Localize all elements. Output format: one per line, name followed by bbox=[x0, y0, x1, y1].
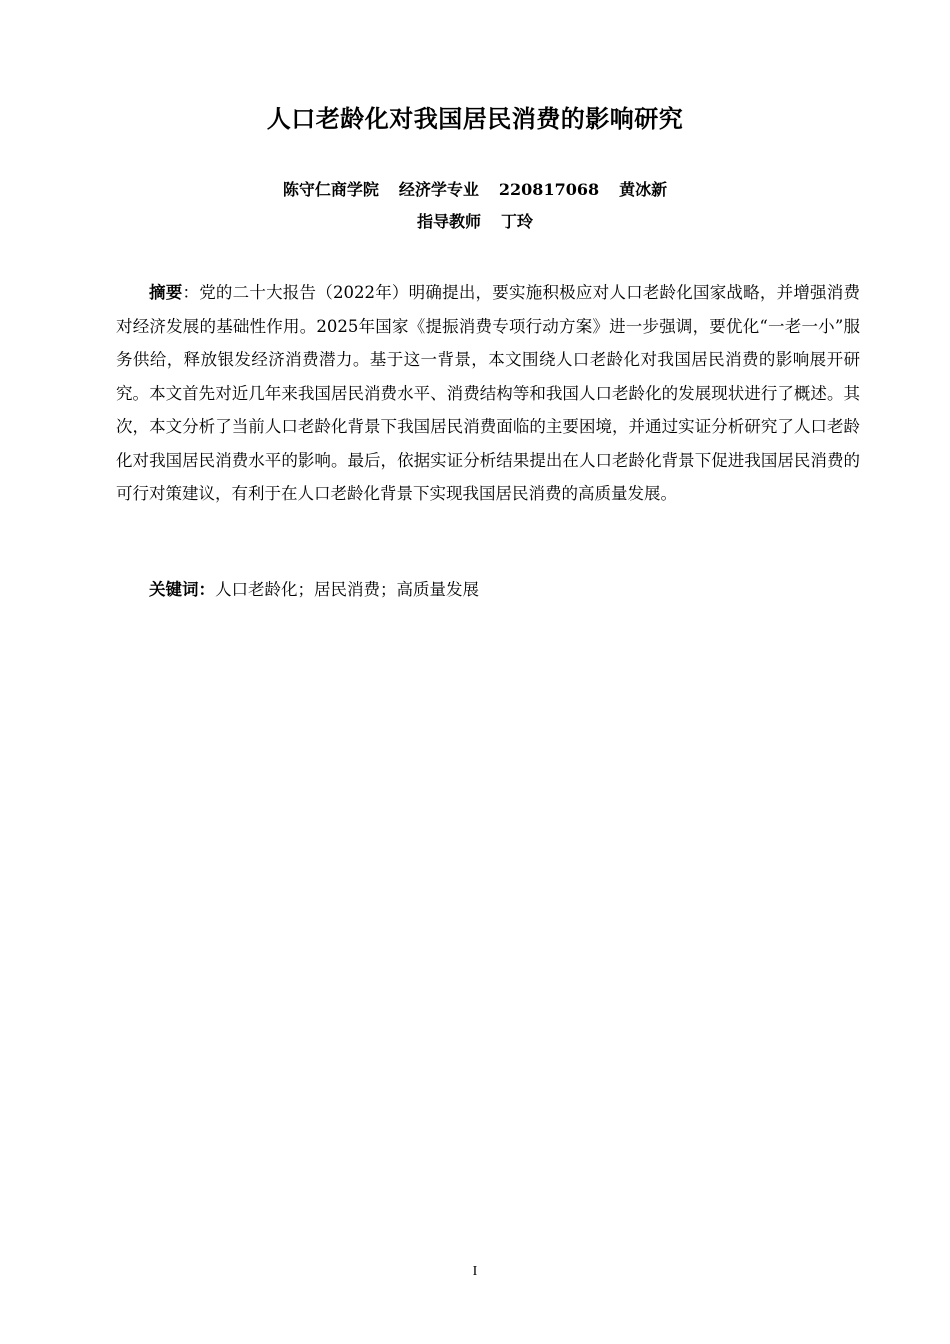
abstract-label: 摘要 bbox=[149, 283, 183, 302]
author-line bbox=[0, 178, 950, 202]
advisor-line bbox=[0, 210, 950, 234]
keywords-label: 关键词： bbox=[149, 580, 215, 599]
abstract-text: 党的二十大报告（2022年）明确提出，要实施积极应对人口老龄化国家战略，并增强消费对经济发展的基础性作用。2025年国家《提振消费专项行动方案》进一步强调，要优化“一老一小”服务供给，释放银发经济消费潜力。基于这一背景，本文围绕人口老龄化对我国居民消费的影响展开研究。本文首先对近几年来我国居民消费水平、消费结构等和我国人口老龄化的发展现状进行了概述。其次，本文分析了当前人口老龄化背景下我国居民消费面临的主要困境，并通过实证分析研究了人口老龄化对我国居民消费水平的影响。最后，依据实证分析结果提出在人口老龄化背景下促进我国居民消费的可行对策建议，有利于在人口老龄化背景下实现我国居民消费的高质量发展。 bbox=[116, 283, 861, 503]
abstract-colon: ： bbox=[182, 283, 200, 302]
paper-title: 人口老龄化对我国居民消费的影响研究 bbox=[266, 105, 684, 133]
advisor-name: 丁玲 bbox=[501, 212, 534, 231]
author-name: 黄冰新 bbox=[619, 180, 668, 199]
page-number: I bbox=[472, 1264, 478, 1279]
major-name: 经济学专业 bbox=[398, 180, 479, 199]
student-id: 220817068 bbox=[498, 180, 600, 199]
school-name: 陈守仁商学院 bbox=[282, 180, 379, 199]
keywords-text: 人口老龄化；居民消费；高质量发展 bbox=[215, 580, 479, 599]
abstract-paragraph bbox=[116, 276, 860, 511]
keywords-paragraph bbox=[116, 573, 860, 607]
advisor-label: 指导教师 bbox=[416, 212, 481, 231]
